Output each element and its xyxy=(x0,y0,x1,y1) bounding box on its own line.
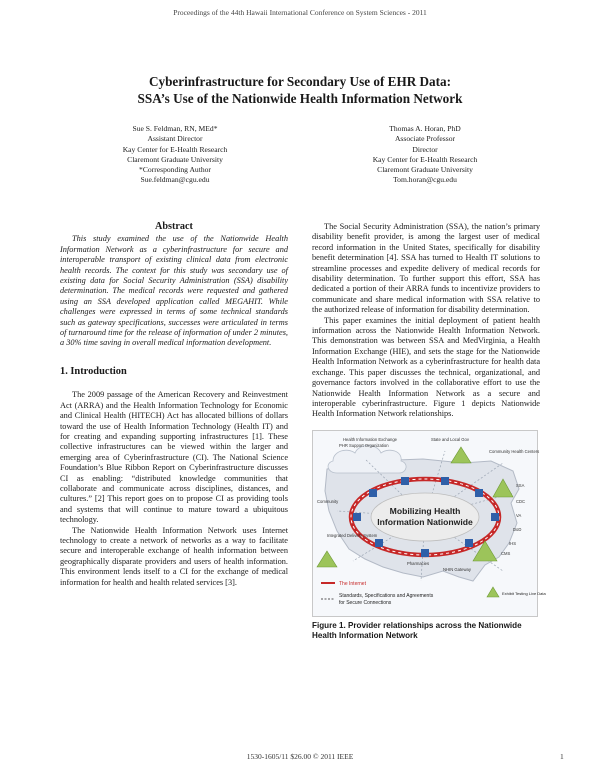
label-cms: CMS xyxy=(501,550,511,556)
author-name: Sue S. Feldman, RN, MEd* xyxy=(132,124,218,133)
legend-secure: for Secure Connections xyxy=(339,599,392,606)
exhibit-triangle xyxy=(317,551,337,567)
author-org: Kay Center for E-Health Research xyxy=(372,154,478,164)
gateway-node xyxy=(375,539,383,547)
introduction-heading: 1. Introduction xyxy=(60,365,127,377)
author-email: Tom.horan@cgu.edu xyxy=(393,175,457,185)
title-line-2: SSA’s Use of the Nationwide Health Information Network xyxy=(137,91,463,106)
center-label-line-2: Information Nationwide xyxy=(377,516,473,527)
label-state-gov: State and Local Gov xyxy=(431,436,469,442)
abstract-heading: Abstract xyxy=(155,221,193,232)
label-community: Community xyxy=(317,498,339,504)
gateway-node xyxy=(491,513,499,521)
label-ihs: IHS xyxy=(509,540,516,546)
author-name: Thomas A. Horan, PhD xyxy=(389,124,461,133)
label-pharmacies: Pharmacies xyxy=(407,560,430,566)
label-cdc: CDC xyxy=(516,498,526,504)
author-title: Associate Professor xyxy=(394,134,456,144)
author-email: Sue.feldman@cgu.edu xyxy=(140,175,210,185)
author-title: Assistant Director xyxy=(147,134,203,144)
label-phr: PHR Support Organization xyxy=(339,442,389,448)
legend-standards: Standards, Specifications and Agreements xyxy=(339,592,434,599)
label-chc: Community Health Centers xyxy=(489,448,540,454)
gateway-node xyxy=(441,477,449,485)
right-column xyxy=(312,222,546,641)
legend-triangle-icon xyxy=(487,587,499,597)
intro-paragraph-1: The 2009 passage of the American Recovery and Reinvestment Act (ARRA) and the Health Information Technology for Economic and Clinical Health (HITECH) Act has allocated billions of dollars toward the use of Health Information Technology (Health IT) and for creating and expanding supporting infrastructures [1]. These collective infrastructures can be viewed within the larger and emerging area of Cyberinfrastructure (CI). The National Science Foundation’s Blue Ribbon Report on Cyberinfrastructure discusses CI as enabling: “distributed knowledge communities that collaborate and communicate across disciplines, distances, and cultures.” [2] This report goes on to propose CI as providing tools and systems that will continue to mature toward a ubiquitous technology. xyxy=(60,390,288,525)
gateway-node xyxy=(421,549,429,557)
page-number: 1 xyxy=(560,752,564,761)
author-block-horan xyxy=(310,124,540,186)
gateway-node xyxy=(475,489,483,497)
right-paragraph-2: This paper examines the initial deployment of patient health information across the Nationwide Health Information Network. This demonstration was between SSA and MedVirginia, a Health Information Exchange (HIE), and sets the stage for the Nationwide Health Information Network as a cyberinfrastructure for health data exchange. This paper discusses the technical, organizational, and governance factors involved in the collaborative effort to use the Nationwide Health Information Network as a secure and interoperable cyberinfrastructure. Figure 1 depicts Nationwide Health Information Network relationships. xyxy=(312,315,540,419)
exhibit-triangle xyxy=(451,447,471,463)
author-note: *Corresponding Author xyxy=(139,165,211,175)
figure-caption: Figure 1. Provider relationships across the Nationwide Health Information Network xyxy=(312,620,522,641)
center-label-line-1: Mobilizing Health xyxy=(389,505,461,516)
author-university: Claremont Graduate University xyxy=(127,154,223,164)
gateway-node xyxy=(401,477,409,485)
author-university: Claremont Graduate University xyxy=(377,165,473,175)
gateway-node xyxy=(465,539,473,547)
label-nhin-gateway: NHIN Gateway xyxy=(443,566,471,572)
running-head: Proceedings of the 44th Hawaii International Conference on System Sciences - 2011 xyxy=(173,8,427,17)
intro-paragraph-2: The Nationwide Health Information Network uses Internet technology to create a network of networks as a way to facilitate secure and interoperable exchange of health information between geographically disparate providers and users of health information. This environment lends itself to a CI for the exchange of medical information for health and health related services [3]. xyxy=(60,525,288,587)
author-org: Kay Center for E-Health Research xyxy=(122,144,228,154)
author-role: Director xyxy=(412,144,438,154)
label-integrated-delivery: Integrated Delivery System xyxy=(327,532,378,538)
figure-nhin-diagram xyxy=(312,430,546,617)
legend-internet: The Internet xyxy=(339,580,366,587)
abstract-text: This study examined the use of the Nationwide Health Information Network as a cyberinfrastructure for secure and interoperable transport of existing clinical data from electronic health records. The context for this study was secondary use of existing data for Social Security Administration (SSA) disability determination. The medical records were requested and gathered using an SSA developed application called MEGAHIT. While challenges were expressed in terms of some technical standards such as gateway specifications, successes were articulated in terms of turnaround time for the release of information of under 2 minutes, a 30% time saving in overall medical information development. xyxy=(60,234,288,348)
gateway-node xyxy=(353,513,361,521)
label-hie: Health Information Exchange xyxy=(343,436,398,442)
label-dod: DoD xyxy=(513,526,522,532)
gateway-node xyxy=(369,489,377,497)
label-ssa: SSA xyxy=(516,482,525,488)
label-va: VA xyxy=(516,512,522,518)
right-paragraph-1: The Social Security Administration (SSA), the nation’s primary disability benefit provider, is among the largest user of medical record information in the United States, specifically for disability benefit determination [4]. SSA has turned to Health IT solutions to streamline processes and expedite delivery of medical records for disability determination. To further support this effort, SSA has dedicated a portion of their ARRA funds to incentivize providers to communicate and share medical information with SSA relative to the authorized release of information for disability determination. xyxy=(312,222,540,315)
legend-testing: Exhibit Testing Live Data xyxy=(502,590,546,596)
author-block-feldman xyxy=(60,124,290,186)
nhin-diagram xyxy=(313,431,546,616)
paper-title xyxy=(60,73,540,107)
left-column xyxy=(60,222,288,588)
footer-copyright: 1530-1605/11 $26.00 © 2011 IEEE xyxy=(246,752,354,761)
title-line-1: Cyberinfrastructure for Secondary Use of EHR Data: xyxy=(148,74,452,89)
cloud-shape xyxy=(328,442,406,473)
